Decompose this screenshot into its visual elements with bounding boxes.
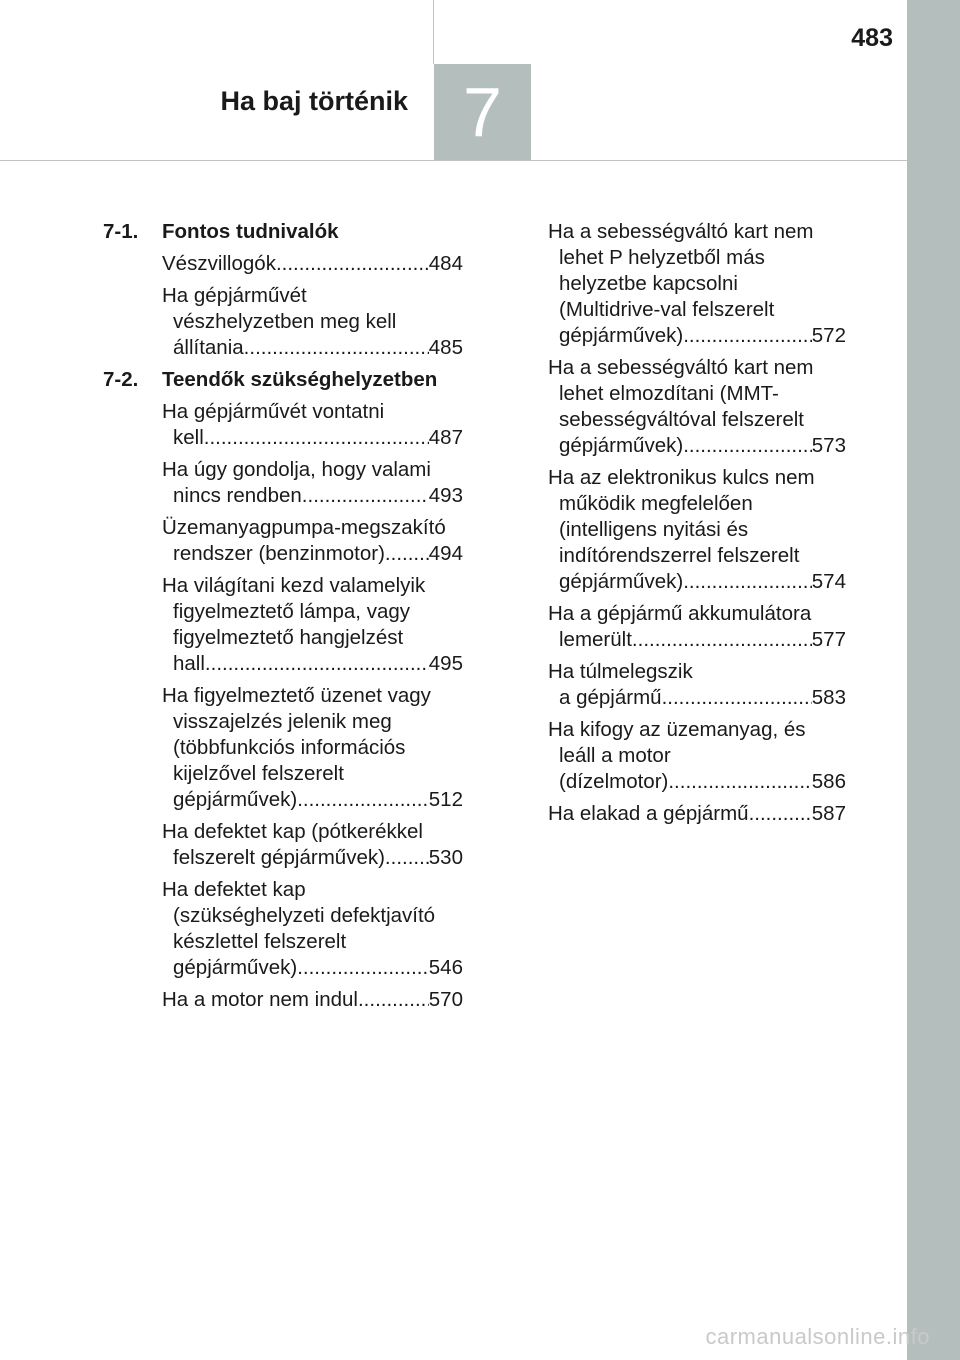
toc-entry[interactable] xyxy=(548,601,846,653)
toc-entry-line: Ha úgy gondolja, hogy valami xyxy=(162,458,431,481)
toc-entry-last-line xyxy=(548,433,846,459)
toc-entry-last-line xyxy=(548,801,846,827)
toc-entry-line: Ha túlmelegszik xyxy=(548,660,693,683)
toc-entry-line: Ha gépjárművét xyxy=(162,284,307,307)
toc-entry-line: Ha gépjárművét vontatni xyxy=(162,400,385,423)
toc-entry-line: gépjárművek) xyxy=(173,956,298,979)
toc-entry-last-line xyxy=(548,627,846,653)
toc-page-number: 530 xyxy=(428,846,463,869)
page-number: 483 xyxy=(851,24,893,52)
toc-page-number: 574 xyxy=(811,570,846,593)
toc-entry-line: hall xyxy=(173,652,205,675)
dot-leader xyxy=(385,845,429,871)
toc-entry-last-line xyxy=(162,541,463,567)
toc-entry-line: visszajelzés jelenik meg xyxy=(173,710,392,733)
dot-leader xyxy=(632,627,812,653)
toc-entry-last-line xyxy=(548,769,846,795)
dot-leader xyxy=(683,569,812,595)
toc-page-number: 577 xyxy=(811,628,846,651)
toc-entry-last-line xyxy=(162,651,463,677)
toc-entry[interactable] xyxy=(103,283,463,361)
toc-page-number: 586 xyxy=(811,770,846,793)
toc-entry-line: Ha figyelmeztető üzenet vagy xyxy=(162,684,431,707)
toc-entry-line: működik megfelelően xyxy=(559,492,753,515)
dot-leader xyxy=(244,335,429,361)
toc-entry-line: Ha a gépjármű akkumulátora xyxy=(548,602,812,625)
toc-entry[interactable] xyxy=(103,987,463,1013)
dot-leader xyxy=(302,483,429,509)
toc-entry[interactable] xyxy=(103,819,463,871)
toc-entry-last-line xyxy=(548,685,846,711)
chapter-side-strip xyxy=(907,0,960,1360)
toc-page-number: 546 xyxy=(428,956,463,979)
toc-page-number: 573 xyxy=(811,434,846,457)
toc-entry-last-line xyxy=(162,787,463,813)
chapter-number-box: 7 xyxy=(434,64,531,160)
toc-entry-last-line xyxy=(162,335,463,361)
toc-page-number: 495 xyxy=(428,652,463,675)
toc-entry-line: nincs rendben xyxy=(173,484,302,507)
toc-entry-line: (dízelmotor) xyxy=(559,770,669,793)
dot-leader xyxy=(358,987,429,1013)
toc-entry-last-line xyxy=(162,425,463,451)
toc-entry-line: (többfunkciós információs xyxy=(173,736,406,759)
toc-entry-line: vészhelyzetben meg kell xyxy=(173,310,397,333)
toc-entry[interactable] xyxy=(103,399,463,451)
section-title: Fontos tudnivalók xyxy=(162,220,339,243)
toc-entry[interactable] xyxy=(548,355,846,459)
toc-entry-line: helyzetbe kapcsolni xyxy=(559,272,738,295)
toc-entry-line: figyelmeztető hangjelzést xyxy=(173,626,404,649)
toc-entry-line: felszerelt gépjárművek) xyxy=(173,846,385,869)
toc-entry-line: gépjárművek) xyxy=(173,788,298,811)
toc-entry-line: a gépjármű xyxy=(559,686,662,709)
toc-entry-last-line xyxy=(162,483,463,509)
toc-entry-line: rendszer (benzinmotor) xyxy=(173,542,385,565)
toc-entry-line: Ha defektet kap (pótkerékkel xyxy=(162,820,423,843)
dot-leader xyxy=(683,433,812,459)
toc-entry-line: gépjárművek) xyxy=(559,324,684,347)
toc-entry-line: Ha világítani kezd valamelyik xyxy=(162,574,426,597)
dot-leader xyxy=(668,769,811,795)
toc-entry-line: (szükséghelyzeti defektjavító xyxy=(173,904,436,927)
dot-leader xyxy=(749,801,812,827)
toc-entry-line: Ha a sebességváltó kart nem xyxy=(548,356,814,379)
toc-entry[interactable] xyxy=(103,515,463,567)
toc-entry-line: Vészvillogók xyxy=(162,252,276,275)
chapter-title: Ha baj történik xyxy=(220,86,408,116)
dot-leader xyxy=(662,685,812,711)
dot-leader xyxy=(204,425,429,451)
toc-right-column xyxy=(548,219,846,833)
toc-entry-line: sebességváltóval felszerelt xyxy=(559,408,804,431)
toc-entry[interactable] xyxy=(548,717,846,795)
dot-leader xyxy=(297,787,429,813)
toc-entry-last-line xyxy=(548,569,846,595)
toc-entry-last-line xyxy=(162,845,463,871)
toc-entry-line: Üzemanyagpumpa-megszakító xyxy=(162,516,446,539)
section-number: 7-2. xyxy=(103,368,139,391)
toc-entry-line: lehet elmozdítani (MMT- xyxy=(559,382,779,405)
toc-entry[interactable] xyxy=(548,465,846,595)
toc-page-number: 494 xyxy=(428,542,463,565)
toc-entry-line: készlettel felszerelt xyxy=(173,930,347,953)
toc-entry[interactable] xyxy=(103,683,463,813)
watermark: carmanualsonline.info xyxy=(705,1324,930,1349)
header-divider-horizontal xyxy=(0,160,907,161)
toc-page-number: 570 xyxy=(428,988,463,1011)
toc-entry-line: Ha az elektronikus kulcs nem xyxy=(548,466,815,489)
toc-page-number: 512 xyxy=(428,788,463,811)
toc-entry-line: gépjárművek) xyxy=(559,570,684,593)
dot-leader xyxy=(385,541,429,567)
toc-entry-line: (Multidrive-val felszerelt xyxy=(559,298,775,321)
toc-entry-line: Ha kifogy az üzemanyag, és xyxy=(548,718,806,741)
toc-entry-line: kell xyxy=(173,426,204,449)
dot-leader xyxy=(205,651,429,677)
toc-entry-last-line xyxy=(548,323,846,349)
toc-entry-line: figyelmeztető lámpa, vagy xyxy=(173,600,411,623)
toc-entry-line: Ha a sebességváltó kart nem xyxy=(548,220,814,243)
toc-left-column xyxy=(103,219,463,1019)
toc-entry-line: kijelzővel felszerelt xyxy=(173,762,344,785)
section-heading xyxy=(103,219,463,245)
toc-entry-last-line xyxy=(162,987,463,1013)
toc-entry-line: Ha elakad a gépjármű xyxy=(548,802,749,825)
section-number: 7-1. xyxy=(103,220,139,243)
toc-entry[interactable] xyxy=(103,457,463,509)
toc-entry[interactable] xyxy=(103,877,463,981)
dot-leader xyxy=(683,323,812,349)
toc-page-number: 583 xyxy=(811,686,846,709)
toc-entry[interactable] xyxy=(548,659,846,711)
toc-entry[interactable] xyxy=(103,251,463,277)
toc-entry-line: (intelligens nyitási és xyxy=(559,518,749,541)
toc-page-number: 487 xyxy=(428,426,463,449)
toc-entry-last-line xyxy=(162,955,463,981)
dot-leader xyxy=(276,251,429,277)
toc-entry[interactable] xyxy=(548,219,846,349)
toc-page-number: 493 xyxy=(428,484,463,507)
toc-entry-line: Ha defektet kap xyxy=(162,878,306,901)
toc-entry[interactable] xyxy=(103,573,463,677)
toc-entry-last-line xyxy=(162,251,463,277)
toc-page-number: 572 xyxy=(811,324,846,347)
toc-page-number: 485 xyxy=(428,336,463,359)
toc-entry-line: indítórendszerrel felszerelt xyxy=(559,544,800,567)
toc-entry-line: leáll a motor xyxy=(559,744,671,767)
toc-entry-line: lemerült xyxy=(559,628,632,651)
toc-entry[interactable] xyxy=(548,801,846,827)
toc-entry-line: lehet P helyzetből más xyxy=(559,246,765,269)
toc-entry-line: gépjárművek) xyxy=(559,434,684,457)
toc-entry-line: Ha a motor nem indul xyxy=(162,988,358,1011)
dot-leader xyxy=(297,955,429,981)
section-heading xyxy=(103,367,463,393)
toc-page-number: 587 xyxy=(811,802,846,825)
section-title: Teendők szükséghelyzetben xyxy=(162,368,438,391)
toc-page-number: 484 xyxy=(428,252,463,275)
header-divider-vertical xyxy=(433,0,434,64)
toc-entry-line: állítania xyxy=(173,336,244,359)
